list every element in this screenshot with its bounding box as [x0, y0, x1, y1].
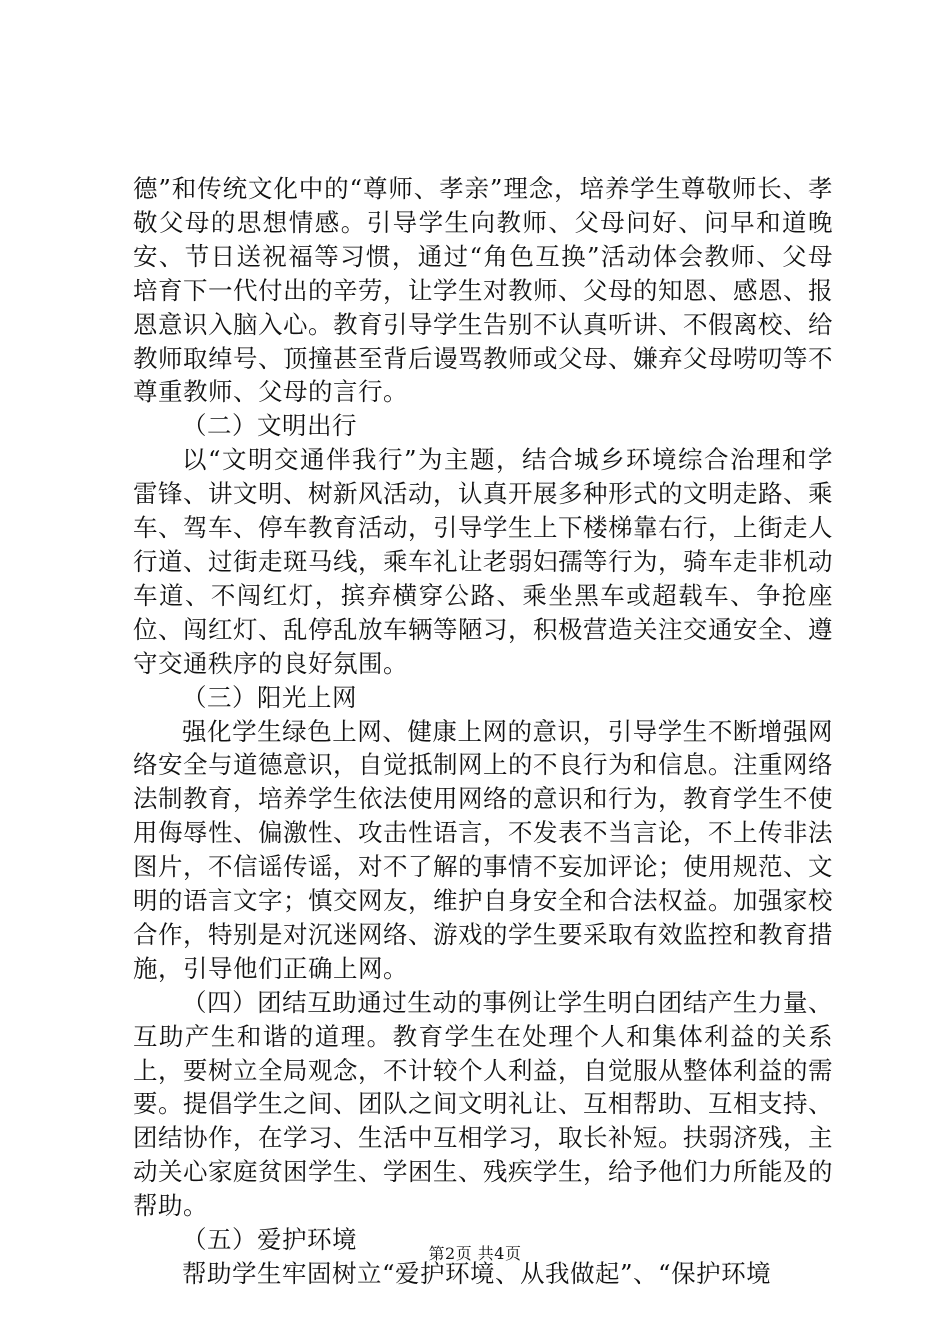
section-heading-protect-environment: （五）爱护环境	[182, 1225, 357, 1255]
paragraph-civilized-travel: 以“文明交通伴我行”为主题，结合城乡环境综合治理和学雷锋、讲文明、树新风活动，认真开展多种形式的文明走路、乘车、驾车、停车教育活动，引导学生上下楼梯靠右行，上街走人行道、过街走斑马线，乘车礼让老弱妇孺等行为，骑车走非机动车道、不闯红灯，摈弃横穿公路、乘坐黑车或超载车、争抢座位、闯红灯、乱停乱放车辆等陋习，积极营造关注交通安全、遵守交通秩序的良好氛围。	[133, 445, 833, 678]
section-heading-sunshine-internet: （三）阳光上网	[182, 682, 357, 712]
paragraph-protect-environment: 帮助学生牢固树立“爱护环境、从我做起”、“保护环境	[182, 1259, 772, 1288]
paragraph-sunshine-internet: 强化学生绿色上网、健康上网的意识，引导学生不断增强网络安全与道德意识，自觉抵制网上的不良行为和信息。注重网络法制教育，培养学生依法使用网络的意识和行为，教育学生不使用侮辱性、偏激性、攻击性语言，不发表不当言论，不上传非法图片，不信谣传谣，对不了解的事情不妄加评论；使用规范、文明的语言文字；慎交网友，维护自身安全和合法权益。加强家校合作，特别是对沉迷网络、游戏的学生要采取有效监控和教育措施，引导他们正确上网。	[133, 716, 833, 983]
document-body	[133, 172, 833, 1291]
section-heading-civilized-travel: （二）文明出行	[182, 411, 357, 441]
paragraph-unity-mutual-aid: （四）团结互助通过生动的事例让学生明白团结产生力量、互助产生和谐的道理。教育学生在处理个人和集体利益的关系上，要树立全局观念，不计较个人利益，自觉服从整体利益的需要。提倡学生之间、团队之间文明礼让、互相帮助、互相支持、团结协作，在学习、生活中互相学习，取长补短。扶弱济残，主动关心家庭贫困学生、学困生、残疾学生，给予他们力所能及的帮助。	[133, 987, 833, 1221]
page-number-footer: 第2页 共4页	[428, 1244, 522, 1263]
paragraph-continuation: 德”和传统文化中的“尊师、孝亲”理念，培养学生尊敬师长、孝敬父母的思想情感。引导学生向教师、父母问好、问早和道晚安、节日送祝福等习惯，通过“角色互换”活动体会教师、父母培育下一代付出的辛劳，让学生对教师、父母的知恩、感恩、报恩意识入脑入心。教育引导学生告别不认真听讲、不假离校、给教师取绰号、顶撞甚至背后谩骂教师或父母、嫌弃父母唠叨等不尊重教师、父母的言行。	[133, 174, 833, 407]
